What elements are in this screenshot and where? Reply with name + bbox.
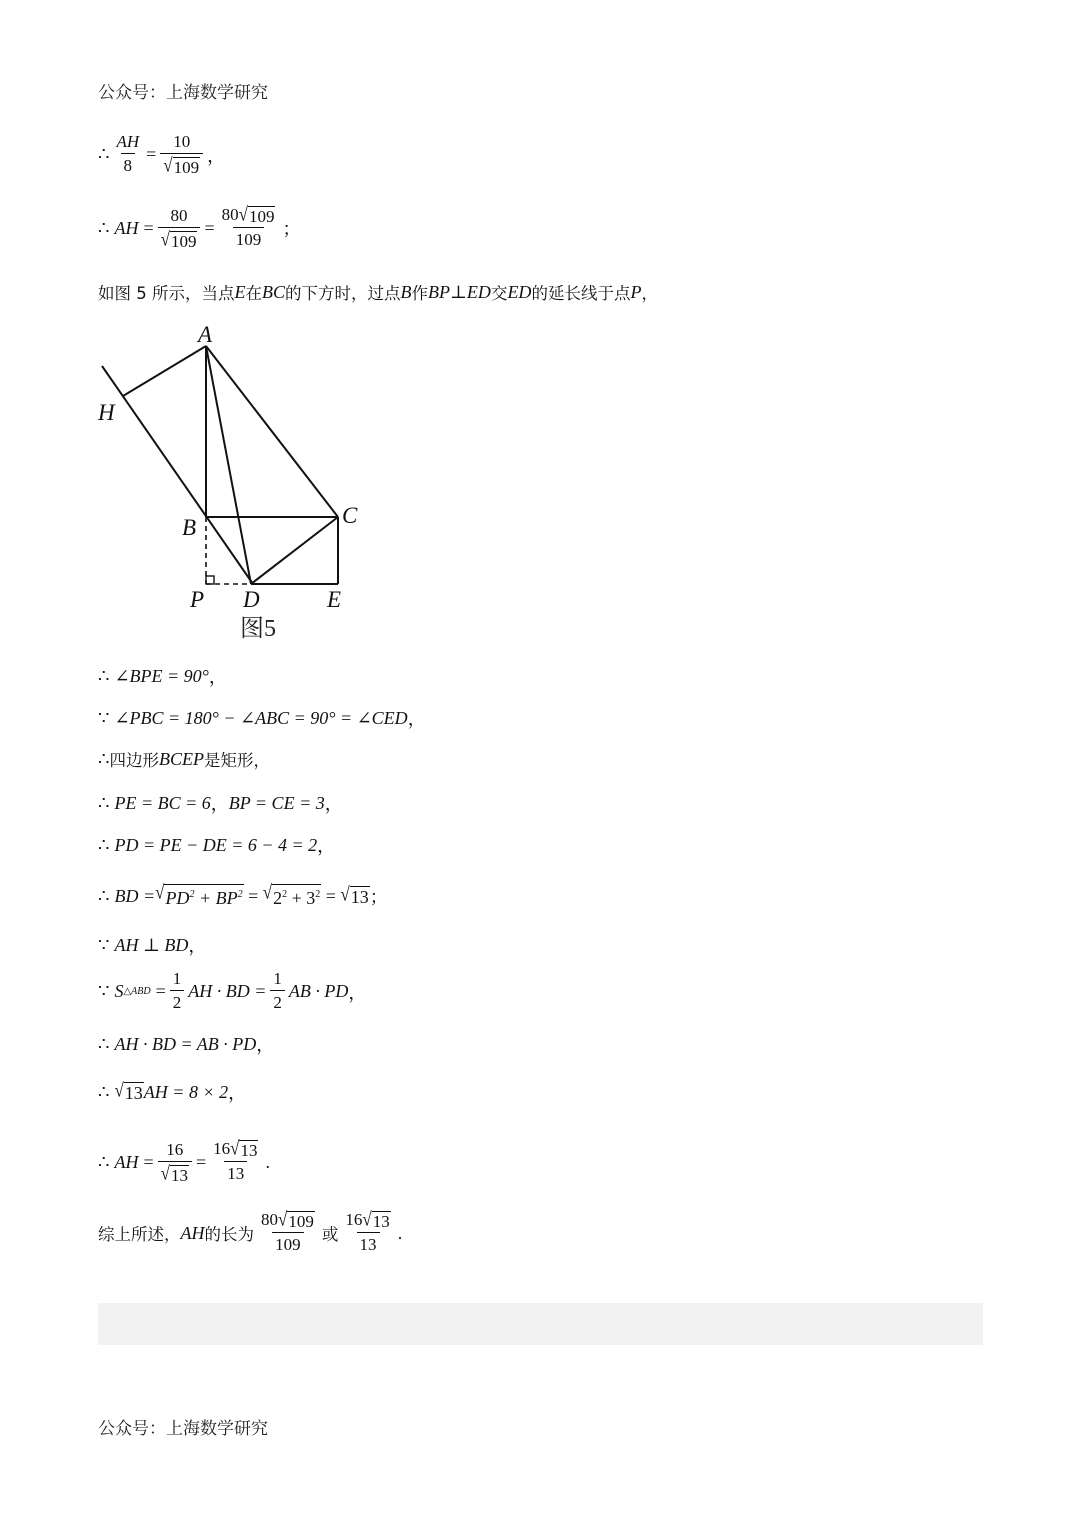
fraction-16-over-sqrt13: 16 √ 13 (158, 1139, 192, 1186)
fraction-10-over-sqrt109: 10 √ 109 (160, 131, 203, 178)
fraction-16sqrt13-over-13: 16 √ 13 13 (342, 1209, 393, 1257)
footer-watermark: 公众号：上海数学研究 (98, 1419, 268, 1439)
label-point-c: C (342, 503, 358, 528)
sqrt-pd2-bp2: √ $PD^2 + BP^2$ (155, 881, 243, 908)
label-point-a: A (198, 322, 213, 347)
equation-line-1: ∴ $\frac{AH}{8}$ = 10 √ 109 ， (98, 132, 226, 177)
equation-line-8: ∴ PD = PE − DE = 6 − 4 = 2 ， (98, 834, 336, 856)
fraction-80sqrt109-over-109: 80 √ 109 109 (219, 204, 279, 252)
fraction-80sqrt109-over-109: 80 √ 109 109 (258, 1209, 318, 1257)
sqrt-22-32: √ $2^2 + 3^2$ (262, 881, 321, 908)
equation-line-10: ∵ AH ⊥ BD ， (98, 934, 207, 956)
label-point-p: P (190, 587, 205, 612)
fraction-80-over-sqrt109: 80 √ 109 (158, 205, 201, 252)
equation-line-6: ∴ 四边形 BCEP 是矩形， (98, 748, 270, 770)
equation-line-13: ∴ √ 13 AH = 8 × 2 ， (98, 1078, 247, 1103)
equation-line-5: ∵ ∠PBC = 180° − ∠ABC = 90° = ∠CED ， (98, 707, 426, 729)
segment-cd (251, 517, 338, 584)
segment-ah (123, 346, 206, 396)
geometry-figure-5 (90, 320, 390, 650)
text-line-figure5-intro: 如图 5 所示，当点 E 在 BC 的下方时，过点 B 作 BP⊥ED 交 ED 的延长线于点 P ， (98, 281, 658, 303)
equation-line-14: ∴ AH = 16 √ 13 = 16 √ 13 13 . (98, 1137, 270, 1185)
label-point-e: E (327, 587, 342, 612)
fraction-ah-over-8: $\frac{AH}{8}$ (113, 131, 142, 178)
equation-line-12: ∴ AH · BD = AB · PD ， (98, 1033, 275, 1055)
sqrt-13: √ 13 (340, 882, 369, 907)
segment-ac (206, 346, 338, 517)
sqrt-13: √ 13 (114, 1078, 143, 1103)
fraction-one-half: $\frac{1}{2}$ (270, 968, 285, 1015)
equation-line-7: ∴ PE = BC = 6 ， BP = CE = 3 ， (98, 792, 343, 814)
header-watermark: 公众号：上海数学研究 (98, 83, 268, 103)
therefore-symbol: ∴ (98, 144, 110, 164)
label-point-h: H (98, 400, 115, 425)
fraction-16sqrt13-over-13: 16 √ 13 13 (210, 1138, 261, 1186)
figure-caption: 图5 (240, 616, 276, 642)
label-point-b: B (182, 515, 197, 540)
equation-line-2: ∴ AH = 80 √ 109 = 80 √ 109 109 ； (98, 203, 301, 251)
equation-line-9: ∴ BD = √ $PD^2 + BP^2$ = √ $2^2 + 3^2$ = √ 13 ； (98, 881, 388, 908)
right-angle-marker (206, 576, 214, 584)
equation-line-11: ∵ S △ABD = $\frac{1}{2}$ AH · BD = $\frac{1}{2}$ AB · PD ， (98, 968, 366, 1015)
sqrt-109: √ 109 (163, 154, 200, 177)
equation-line-4: ∴ ∠BPE = 90° ， (98, 665, 227, 687)
fraction-one-half: $\frac{1}{2}$ (170, 968, 185, 1015)
conclusion-line: 综上所述， AH 的长为 80 √ 109 109 或 16 √ 13 13 . (98, 1209, 402, 1257)
label-point-d: D (243, 587, 260, 612)
gray-divider-block (98, 1303, 983, 1345)
